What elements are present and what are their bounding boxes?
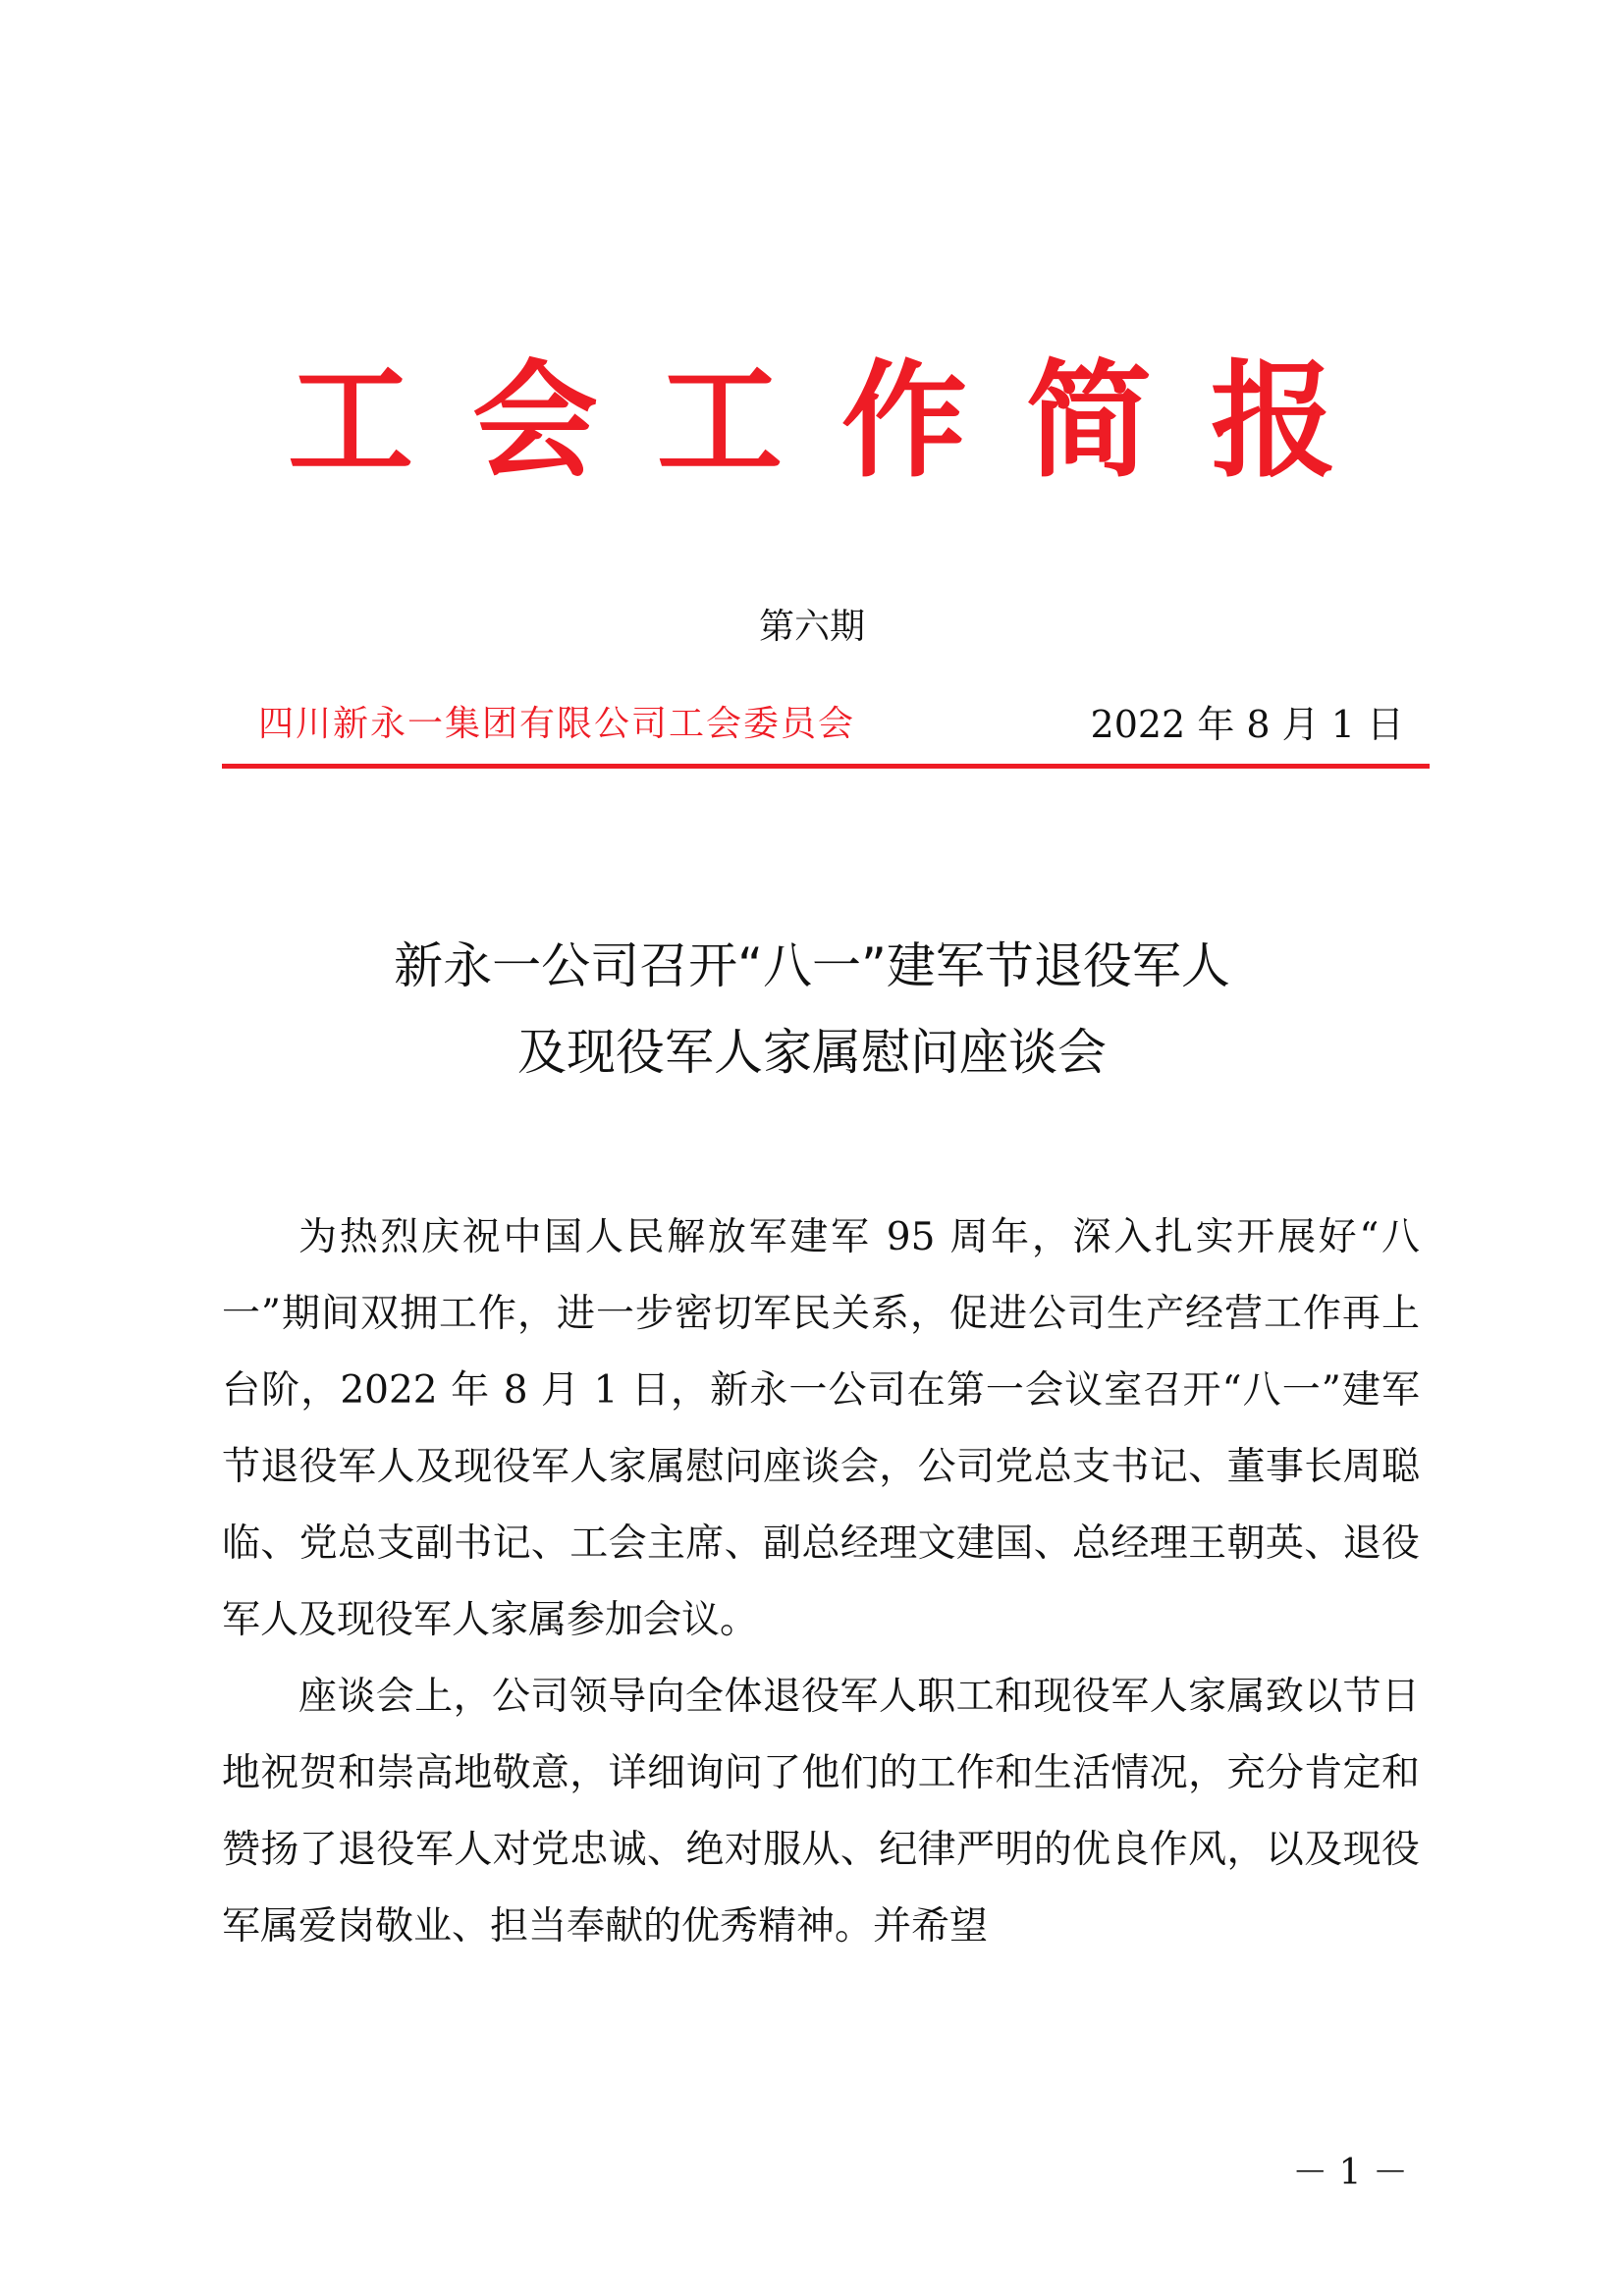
issue-date: 2022 年 8 月 1 日 bbox=[1090, 703, 1404, 746]
red-divider bbox=[222, 764, 1430, 769]
headline-line-2: 及现役军人家属慰问座谈会 bbox=[517, 1024, 1107, 1081]
page-number: － 1 － bbox=[1292, 2153, 1408, 2193]
article-body bbox=[222, 1200, 1420, 1965]
article-paragraph-2: 座谈会上，公司领导向全体退役军人职工和现役军人家属致以节日地祝贺和崇高地敬意，详细询问了他们的工作和生活情况，充分肯定和赞扬了退役军人对党忠诚、绝对服从、纪律严明的优良作风，以及现役军属爱岗敬业、担当奉献的优秀精神。并希望 bbox=[222, 1675, 1420, 1949]
issue-number: 第六期 bbox=[758, 607, 865, 647]
headline-line-1: 新永一公司召开“八一”建军节退役军人 bbox=[394, 937, 1230, 994]
issuing-organization: 四川新永一集团有限公司工会委员会 bbox=[258, 704, 856, 744]
article-headline bbox=[0, 923, 1624, 1095]
masthead-title: 工会工作简报 bbox=[287, 348, 1395, 495]
article-paragraph-1: 为热烈庆祝中国人民解放军建军 95 周年，深入扎实开展好“八一”期间双拥工作，进一步密切军民关系，促进公司生产经营工作再上台阶，2022 年 8 月 1 日，新永一公司在第一会议室召开“八一”建军节退役军人及现役军人家属慰问座谈会，公司党总支书记、董事长周聪临、党总支副书记、工会主席、副总经理文建国、总经理王朝英、退役军人及现役军人家属参加会议。 bbox=[222, 1215, 1420, 1642]
